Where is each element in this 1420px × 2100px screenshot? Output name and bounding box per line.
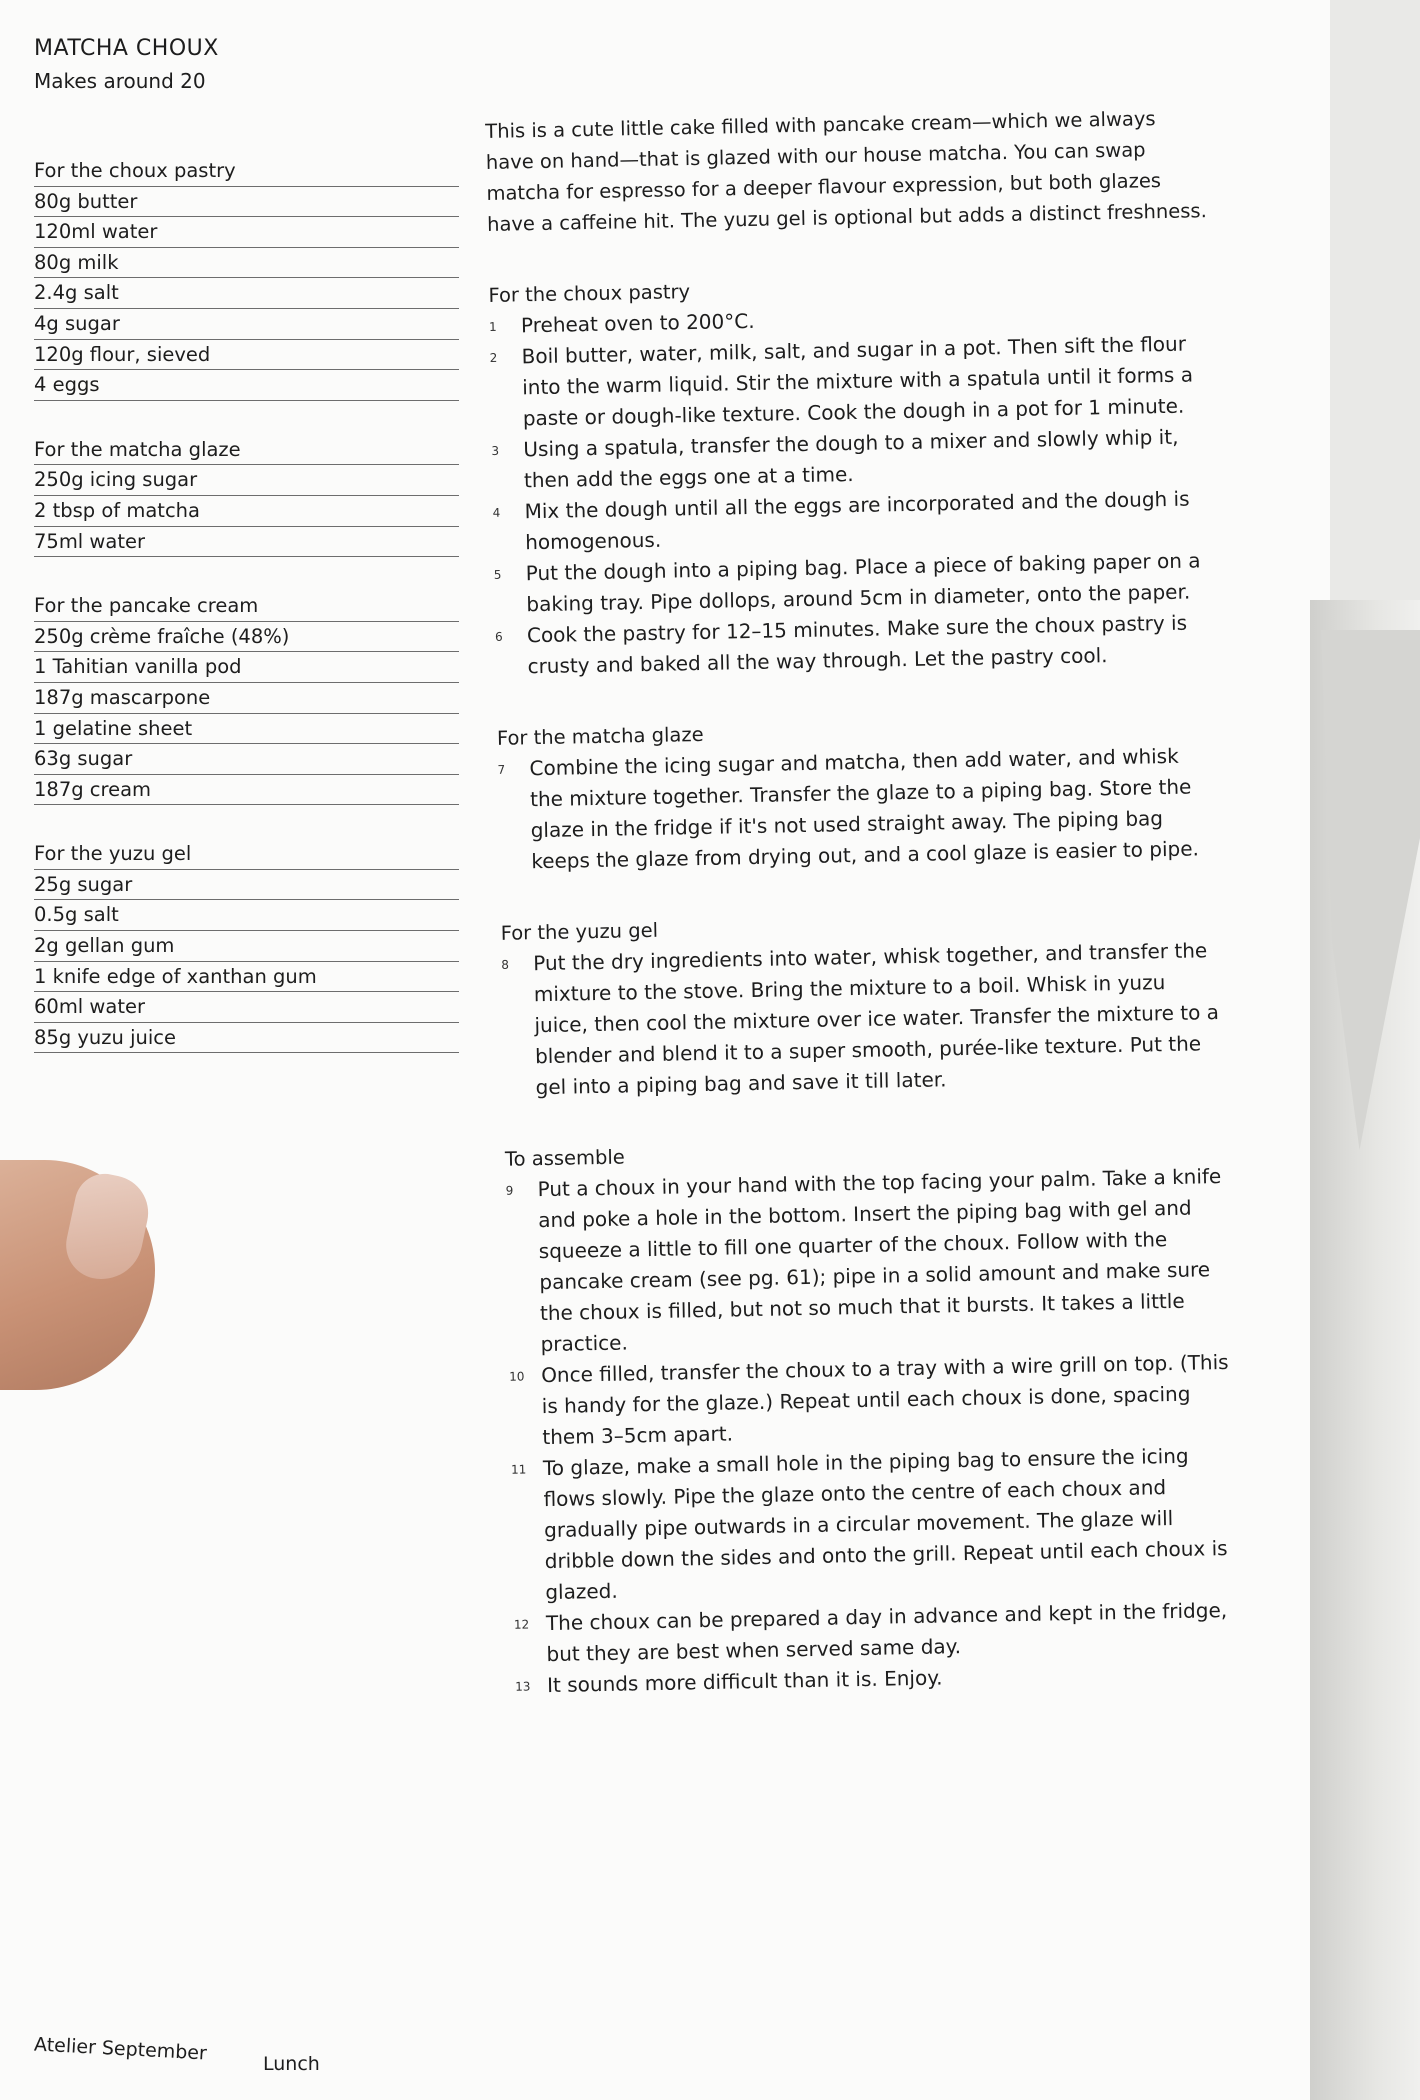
ingredient-item: 2g gellan gum	[34, 931, 459, 962]
method-step	[509, 1347, 1231, 1454]
step-text: Combine the icing sugar and matcha, then add water, and whisk the mixture together. Transfer the glaze to a piping bag. Store the glaze in the fridge if it's not used straight away. The piping bag keeps the glaze from drying out, and a cool glaze is easier to pipe.	[529, 743, 1200, 874]
method-step	[505, 1161, 1228, 1361]
step-text: The choux can be prepared a day in advance and kept in the fridge, but they are best when served same day.	[545, 1598, 1228, 1667]
ingredient-item: 187g mascarpone	[34, 683, 459, 714]
method-section-heading: For the choux pastry	[488, 280, 691, 307]
method-section	[505, 1130, 1236, 1702]
step-number: 5	[493, 567, 502, 582]
method-section-heading: For the matcha glaze	[496, 722, 704, 750]
step-number: 9	[505, 1183, 514, 1198]
recipe-intro: This is a cute little cake filled with pancake cream—which we always have on hand—that is glazed with our house matcha. You can swap matcha for espresso for a deeper flavour expression, but both glazes have a caffeine hit. The yuzu gel is optional but adds a distinct freshness.	[485, 107, 1207, 236]
step-number: 3	[491, 443, 500, 458]
ingredient-item: 0.5g salt	[34, 900, 459, 931]
ingredient-item: 80g milk	[34, 248, 459, 279]
method-column	[485, 102, 1236, 1742]
ingredient-group-heading: For the yuzu gel	[34, 839, 459, 870]
ingredient-group-heading: For the matcha glaze	[34, 435, 459, 466]
step-text: To glaze, make a small hole in the piping bag to ensure the icing flows slowly. Pipe the glaze onto the centre of each choux and gradually pipe outwards in a circular movement. The glaze will dribble down the sides and onto the grill. Repeat until each choux is glazed.	[542, 1443, 1228, 1605]
ingredient-item: 85g yuzu juice	[34, 1023, 459, 1054]
method-step	[511, 1440, 1234, 1609]
method-section-heading: To assemble	[504, 1145, 626, 1171]
step-number: 2	[489, 350, 498, 365]
ingredient-group	[34, 156, 459, 401]
step-number: 4	[492, 505, 501, 520]
method-step	[497, 740, 1219, 878]
step-number: 13	[515, 1679, 531, 1694]
ingredient-group-heading: For the choux pastry	[34, 156, 459, 187]
ingredient-item: 120ml water	[34, 217, 459, 248]
recipe-title: MATCHA CHOUX	[34, 36, 219, 61]
step-number: 7	[497, 762, 506, 777]
ingredient-item: 1 gelatine sheet	[34, 714, 459, 745]
step-number: 1	[488, 319, 497, 334]
ingredient-item: 120g flour, sieved	[34, 340, 459, 371]
step-text: Put the dry ingredients into water, whisk together, and transfer the mixture to the stove. Bring the mixture to a boil. Whisk in yuzu juice, then cool the mixture over ice water. Transfer the mixture to a blender and blend it to a super smooth, purée-like texture. Put the gel into a piping bag and save it till later.	[533, 938, 1220, 1100]
footer-book-title: Atelier September	[33, 2033, 208, 2065]
step-number: 12	[513, 1617, 530, 1632]
step-number: 8	[501, 957, 510, 972]
ingredient-item: 60ml water	[34, 992, 459, 1023]
step-text: Mix the dough until all the eggs are incorporated and the dough is homogenous.	[524, 486, 1190, 555]
ingredient-item: 25g sugar	[34, 870, 459, 901]
step-text: Put a choux in your hand with the top facing your palm. Take a knife and poke a hole in the bottom. Insert the piping bag with gel and squeeze a little to fill one quarter of the choux. Follow with the pancake cream (see pg. 61); pipe in a solid amount and make sure the choux is filled, but not so much that it bursts. It takes a little practice.	[537, 1164, 1222, 1357]
ingredient-item: 4g sugar	[34, 309, 459, 340]
method-section	[497, 709, 1220, 878]
ingredient-item: 1 knife edge of xanthan gum	[34, 962, 459, 993]
step-text: Once filled, transfer the choux to a tray with a wire grill on top. (This is handy for the glaze.) Repeat until each choux is done, spacing them 3–5cm apart.	[540, 1349, 1229, 1450]
ingredient-item: 80g butter	[34, 187, 459, 218]
step-text: Cook the pastry for 12–15 minutes. Make sure the choux pastry is crusty and baked all the way through. Let the pastry cool.	[526, 610, 1188, 679]
method-section	[500, 904, 1223, 1104]
method-step	[495, 607, 1216, 683]
ingredient-group-heading: For the pancake cream	[34, 591, 459, 622]
step-number: 10	[509, 1369, 525, 1384]
ingredient-item: 1 Tahitian vanilla pod	[34, 652, 459, 683]
ingredient-item: 75ml water	[34, 527, 459, 558]
ingredient-group	[34, 591, 459, 805]
ingredient-item: 4 eggs	[34, 370, 459, 401]
footer-section-name: Lunch	[263, 2053, 320, 2075]
ingredient-item: 250g crème fraîche (48%)	[34, 622, 459, 653]
ingredient-item: 63g sugar	[34, 744, 459, 775]
step-text: It sounds more difficult than it is. Enjoy.	[546, 1665, 943, 1698]
step-text: Preheat oven to 200°C.	[520, 308, 755, 338]
ingredient-group	[34, 839, 459, 1053]
step-number: 11	[510, 1462, 527, 1477]
step-text: Boil butter, water, milk, salt, and sugar in a pot. Then sift the flour into the warm liquid. Stir the mixture with a spatula until it forms a paste or dough-like texture. Cook the dough in a pot for 1 minute.	[521, 331, 1194, 431]
recipe-header	[34, 36, 219, 93]
step-number: 6	[494, 629, 503, 644]
step-text: Put the dough into a piping bag. Place a piece of baking paper on a baking tray. Pipe dollops, around 5cm in diameter, onto the paper.	[525, 548, 1201, 617]
ingredient-item: 2.4g salt	[34, 278, 459, 309]
method-section-heading: For the yuzu gel	[500, 918, 659, 945]
ingredient-item: 250g icing sugar	[34, 465, 459, 496]
method-step	[501, 935, 1224, 1104]
method-sections	[488, 266, 1235, 1702]
ingredient-item: 2 tbsp of matcha	[34, 496, 459, 527]
step-text: Using a spatula, transfer the dough to a mixer and slowly whip it, then add the eggs one at a time.	[523, 424, 1179, 493]
recipe-yield: Makes around 20	[34, 69, 206, 93]
ingredient-group	[34, 435, 459, 557]
ingredients-column	[34, 156, 459, 1087]
ingredient-item: 187g cream	[34, 775, 459, 806]
method-step	[489, 328, 1211, 435]
method-section	[488, 266, 1216, 683]
